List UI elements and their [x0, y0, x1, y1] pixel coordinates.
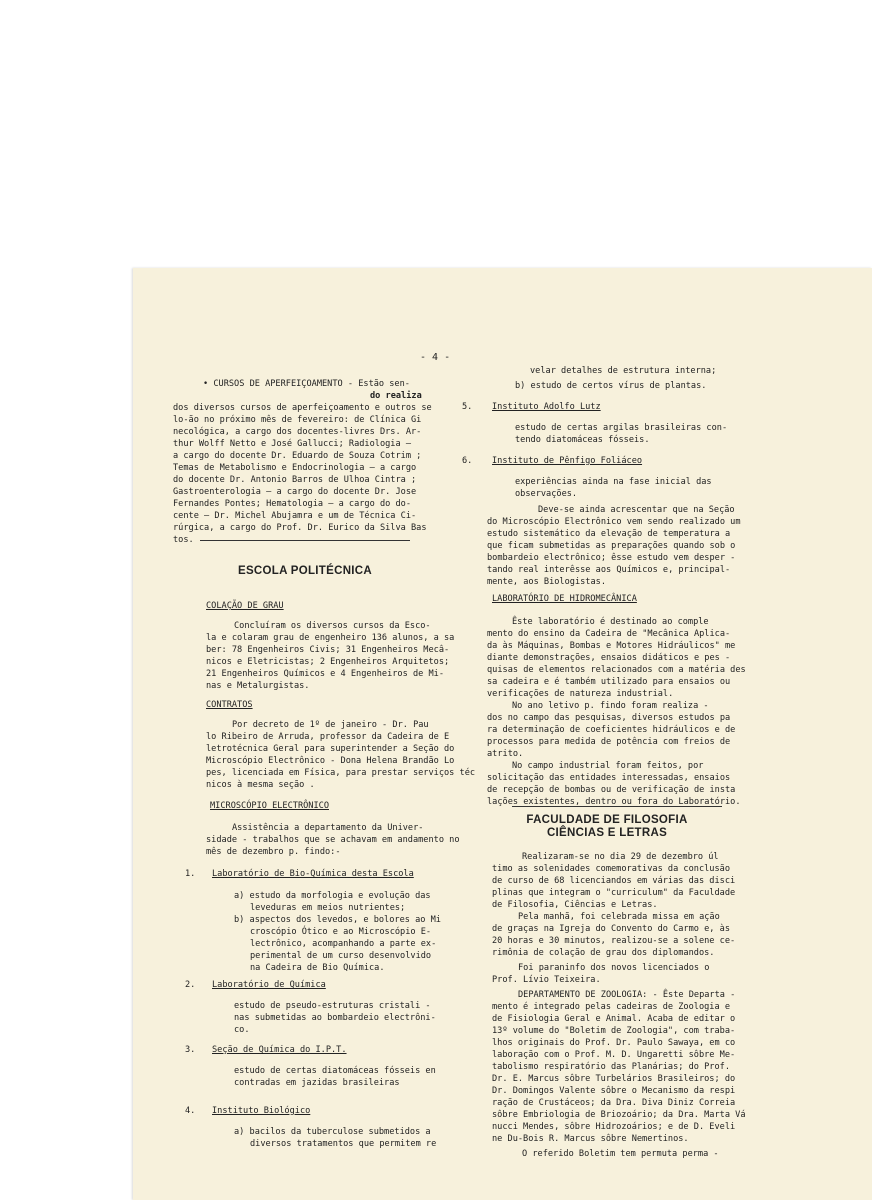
item-title: Instituto Biológico	[212, 1106, 311, 1116]
text-line: de recepção de bombas ou de verificação de insta	[487, 785, 736, 795]
text-line: de graças na Igreja do Convento do Carmo e, às	[492, 924, 730, 934]
item-number: 5.	[462, 402, 473, 412]
text-line: Temas de Metabolismo e Endocrinologia — a cargo	[173, 463, 417, 473]
text-line: dos diversos cursos de aperfeiçoamento e outros se	[173, 403, 432, 413]
text-line: do docente Dr. Antonio Barros de Ulhoa Cintra ;	[173, 475, 417, 485]
text-line: Foi paraninfo dos novos licenciados o	[518, 963, 710, 973]
colacao-heading: COLAÇÃO DE GRAU	[206, 601, 284, 611]
text-line: Assistência a departamento da Univer-	[232, 823, 424, 833]
text-line: experiências ainda na fase inicial das	[515, 477, 712, 487]
section-divider	[512, 806, 722, 807]
text-line: tendo diatomáceas fósseis.	[515, 435, 650, 445]
item-title: Laboratório de Bio-Química desta Escola	[212, 869, 414, 879]
text-line: diante demonstrações, ensaios didáticos e pes -	[487, 653, 731, 663]
text-line: timo as solenidades comemorativas da conclusão	[492, 864, 730, 874]
text-line: croscópio Ótico e ao Microscópio E-	[250, 927, 432, 937]
text-line: nicos e Eletricistas; 2 Engenheiros Arquitetos;	[206, 657, 450, 667]
page-number: - 4 -	[420, 352, 451, 363]
text-line: mento do ensino da Cadeira de "Mecânica Aplica-	[487, 629, 731, 639]
text-line: • CURSOS DE APERFEIÇOAMENTO - Estão sen-	[203, 379, 410, 389]
text-line: a) estudo da morfologia e evolução das	[234, 891, 431, 901]
text-line: Microscópio Electrônico - Dona Helena Brandão Lo	[206, 756, 455, 766]
laboratorio-hidromecanica-heading: LABORATÓRIO DE HIDROMECÂNICA	[492, 594, 637, 604]
section-divider	[200, 540, 410, 541]
text-line: Por decreto de 1º de janeiro - Dr. Pau	[232, 720, 429, 730]
text-line: 21 Engenheiros Químicos e 4 Engenheiros de Mi-	[206, 669, 444, 679]
text-line: 13º volume do "Boletim de Zoologia", com traba-	[492, 1026, 736, 1036]
text-line: quisas de elementos relacionados com a matéria des	[487, 665, 746, 675]
item-number: 4.	[185, 1106, 196, 1116]
contratos-heading: CONTRATOS	[206, 700, 253, 710]
text-line: necológica, a cargo dos docentes-livres Drs. Ar-	[173, 427, 422, 437]
text-line: da às Máquinas, Bombas e Motores Hidráulicos" me	[487, 641, 736, 651]
item-number: 2.	[185, 980, 196, 990]
text-line: lectrônico, acompanhando a parte ex-	[250, 939, 437, 949]
text-line: velar detalhes de estrutura interna;	[530, 366, 717, 376]
text-line: Pela manhã, foi celebrada missa em ação	[518, 912, 720, 922]
item-title: Seção de Química do I.P.T.	[212, 1045, 347, 1055]
text-line: estudo sistemático da elevação de temperatura a	[487, 529, 731, 539]
text-line: tos.	[173, 535, 194, 545]
item-number: 1.	[185, 869, 196, 879]
text-line: Prof. Lívio Teixeira.	[492, 975, 601, 985]
text-line: nas e Metalurgistas.	[206, 681, 310, 691]
text-line: sa cadeira e é também utilizado para ensaios ou	[487, 677, 731, 687]
text-line: ração de Crustáceos; da Dra. Diva Diniz Correia	[492, 1098, 736, 1108]
text-line: mente, aos Biologistas.	[487, 577, 606, 587]
text-line: do Microscópio Electrônico vem sendo realizado um	[487, 517, 741, 527]
text-line: Realizaram-se no dia 29 de dezembro úl	[522, 852, 719, 862]
microscopio-heading: MICROSCÓPIO ELECTRÔNICO	[210, 801, 329, 811]
text-line: Dr. Domingos Valente sôbre o Mecanismo da respi	[492, 1086, 736, 1096]
text-line: estudo de certas argilas brasileiras con-	[515, 423, 728, 433]
text-line: estudo de certas diatomáceas fósseis en	[234, 1066, 436, 1076]
text-line: Concluíram os diversos cursos da Esco-	[234, 621, 431, 631]
faculdade-filosofia-subtitle: CIÊNCIAS E LETRAS	[546, 827, 668, 839]
text-line: atrito.	[487, 749, 524, 759]
text-line: nucci Mendes, sôbre Hidrozoários; e de D. Eveli	[492, 1122, 736, 1132]
text-line: Dr. E. Marcus sôbre Turbelários Brasileiros; do	[492, 1074, 736, 1084]
text-line: la e colaram grau de engenheiro 136 alunos, a sa	[206, 633, 455, 643]
text-line: lo-ão no próximo mês de fevereiro: de Clínica Gi	[173, 415, 422, 425]
text-line: nicos à mesma seção .	[206, 780, 315, 790]
text-line: do realiza	[370, 391, 422, 401]
text-line: No campo industrial foram feitos, por	[512, 761, 704, 771]
text-line: co.	[234, 1025, 250, 1035]
text-line: Deve-se ainda acrescentar que na Seção	[538, 505, 735, 515]
text-line: que ficam submetidas as preparações quando sob o	[487, 541, 736, 551]
text-line: letrotécnica Geral para superintender a Seção do	[206, 744, 455, 754]
item-title: Instituto de Pênfigo Foliáceo	[492, 456, 643, 466]
text-line: ne Du-Bois R. Marcus sôbre Nemertinos.	[492, 1134, 689, 1144]
text-line: b) aspectos dos levedos, e bolores ao Mi	[234, 915, 441, 925]
text-line: verificações de natureza industrial.	[487, 689, 674, 699]
text-line: lações existentes, dentro ou fora do Laboratório.	[487, 797, 741, 807]
text-line: mento é integrado pelas cadeiras de Zoologia e	[492, 1002, 730, 1012]
text-line: a) bacilos da tuberculose submetidos a	[234, 1127, 431, 1137]
text-line: Êste laboratório é destinado ao comple	[512, 617, 709, 627]
text-line: Gastroenterologia — a cargo do docente Dr. Jose	[173, 487, 417, 497]
item-number: 3.	[185, 1045, 196, 1055]
item-number: 6.	[462, 456, 473, 466]
text-line: dos no campo das pesquisas, diversos estudos pa	[487, 713, 731, 723]
item-title: Laboratório de Química	[212, 980, 326, 990]
faculdade-filosofia-title: FACULDADE DE FILOSOFIA	[526, 814, 688, 826]
text-line: de Fisiologia Geral e Animal. Acaba de editar o	[492, 1014, 736, 1024]
text-line: sôbre Embriologia de Briozoário; da Dra. Marta Vá	[492, 1110, 746, 1120]
text-line: rúrgica, a cargo do Prof. Dr. Eurico da Silva Bas	[173, 523, 427, 533]
text-line: DEPARTAMENTO DE ZOOLOGIA: - Êste Departa -	[518, 990, 736, 1000]
text-line: perimental de um curso desenvolvido	[250, 951, 432, 961]
text-line: de curso de 68 licenciandos em várias das disci	[492, 876, 736, 886]
text-line: diversos tratamentos que permitem re	[250, 1139, 437, 1149]
text-line: Fernandes Pontes; Hematologia — a cargo do do-	[173, 499, 411, 509]
text-line: estudo de pseudo-estruturas cristali -	[234, 1001, 431, 1011]
text-line: nas submetidas ao bombardeio electrôni-	[234, 1013, 436, 1023]
text-line: laboração com o Prof. M. D. Ungaretti sôbre Me-	[492, 1050, 736, 1060]
text-line: 20 horas e 30 minutos, realizou-se a solene ce-	[492, 936, 736, 946]
text-line: cente — Dr. Michel Abujamra e um de Técnica Ci-	[173, 511, 417, 521]
text-line: lo Ribeiro de Arruda, professor da Cadeira de E	[206, 732, 450, 742]
text-line: bombardeio electrônico; êsse estudo vem desper -	[487, 553, 736, 563]
text-line: plinas que integram o "curriculum" da Faculdade	[492, 888, 736, 898]
text-line: na Cadeira de Bio Química.	[250, 963, 385, 973]
text-line: processos para medida de potência com freios de	[487, 737, 731, 747]
text-line: solicitação das entidades interessadas, ensaios	[487, 773, 731, 783]
text-line: de Filosofia, Ciências e Letras.	[492, 900, 658, 910]
escola-politecnica-title: ESCOLA POLITÉCNICA	[237, 565, 373, 577]
text-line: ra determinação de coeficientes hidráulicos e de	[487, 725, 736, 735]
item-title: Instituto Adolfo Lutz	[492, 402, 601, 412]
text-line: lhos originais do Prof. Dr. Paulo Sawaya, em co	[492, 1038, 736, 1048]
text-line: No ano letivo p. findo foram realiza -	[512, 701, 709, 711]
text-line: observações.	[515, 489, 578, 499]
text-line: leveduras em meios nutrientes;	[250, 903, 406, 913]
text-line: contradas em jazidas brasileiras	[234, 1078, 400, 1088]
text-line: tando real interêsse aos Químicos e, principal-	[487, 565, 731, 575]
text-line: thur Wolff Netto e José Gallucci; Radiologia —	[173, 439, 411, 449]
text-line: a cargo do docente Dr. Eduardo de Souza Cotrim ;	[173, 451, 422, 461]
text-line: rimônia de colação de grau dos diplomandos.	[492, 948, 715, 958]
text-line: pes, licenciada em Física, para prestar serviços téc	[206, 768, 476, 778]
text-line: tabolismo respiratório das Planárias; do Prof.	[492, 1062, 730, 1072]
text-line: ber: 78 Engenheiros Civis; 31 Engenheiros Mecâ-	[206, 645, 450, 655]
text-line: b) estudo de certos vírus de plantas.	[515, 381, 707, 391]
text-line: mês de dezembro p. findo:-	[206, 847, 341, 857]
text-line: sidade - trabalhos que se achavam em andamento no	[206, 835, 460, 845]
text-line: O referido Boletim tem permuta perma -	[522, 1149, 719, 1159]
